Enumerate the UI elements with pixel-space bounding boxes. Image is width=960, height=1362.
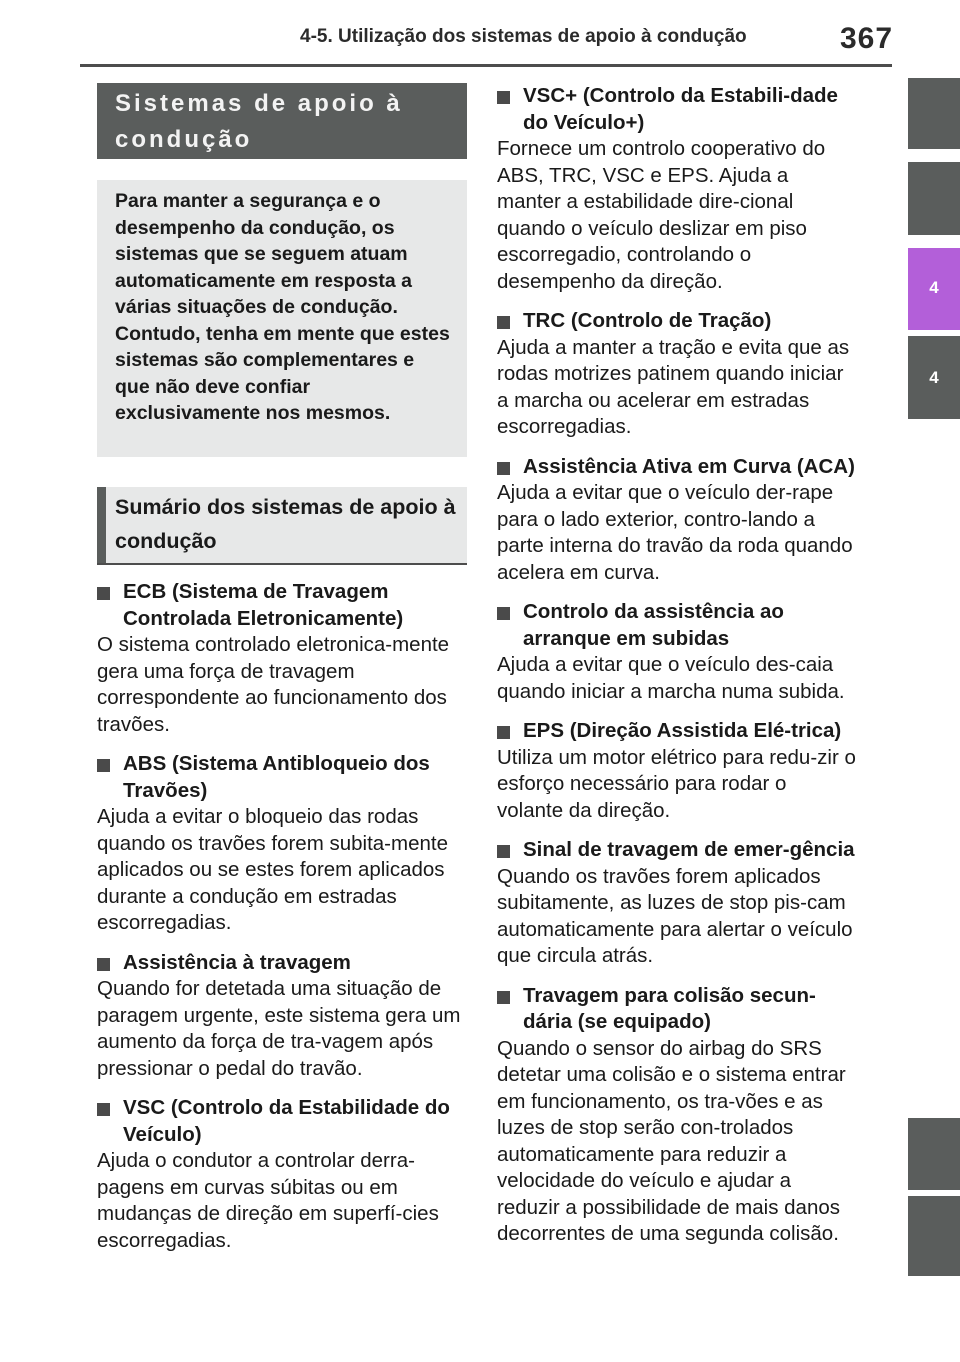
left-column bbox=[97, 83, 467, 1254]
thumb-tab-current-label: 4 bbox=[929, 278, 939, 297]
section-intro-box: Para manter a segurança e o desempenho da condução, os sistemas que se seguem atuam automaticamente em resposta a várias situações de condução. Contudo, tenha em mente que estes sistemas são complementares e que não deve confiar exclusivamente nos mesmos. bbox=[97, 180, 467, 457]
summary-heading-rule bbox=[97, 563, 467, 565]
square-bullet-icon bbox=[97, 1103, 110, 1116]
running-header-title: 4-5. Utilização dos sistemas de apoio à condução bbox=[300, 26, 747, 47]
list-item bbox=[497, 83, 857, 295]
list-item bbox=[97, 950, 467, 1083]
list-item bbox=[97, 579, 467, 738]
square-bullet-icon bbox=[497, 91, 510, 104]
list-item bbox=[97, 1095, 467, 1254]
list-item bbox=[497, 308, 857, 441]
item-description: Ajuda o condutor a controlar derra-pagens em curvas súbitas ou em mudanças de direção em superfí-cies escorregadias. bbox=[97, 1149, 439, 1252]
square-bullet-icon bbox=[497, 462, 510, 475]
item-heading: VSC (Controlo da Estabilidade do Veículo) bbox=[97, 1095, 467, 1148]
thumb-tab bbox=[908, 162, 960, 235]
square-bullet-icon bbox=[497, 991, 510, 1004]
thumb-tab-section-label: 4 bbox=[929, 368, 939, 387]
item-heading: EPS (Direção Assistida Elé-trica) bbox=[497, 718, 857, 745]
square-bullet-icon bbox=[97, 958, 110, 971]
item-description: O sistema controlado eletronica-mente gera uma força de travagem correspondente ao funcionamento dos travões. bbox=[97, 633, 450, 736]
item-heading: Travagem para colisão secun-dária (se equipado) bbox=[497, 983, 857, 1036]
left-item-list bbox=[97, 579, 467, 1254]
header-divider bbox=[80, 64, 892, 67]
square-bullet-icon bbox=[97, 587, 110, 600]
item-description: Quando o sensor do airbag do SRS detetar uma colisão e o sistema entrar em funcionamento, os tra-vões e as luzes de stop serão con-trolados automaticamente para reduzir a velocidade do veículo e ajudar a reduzir a possibilidade de mais danos decorrentes de uma segunda colisão. bbox=[497, 1036, 846, 1245]
item-description: Utiliza um motor elétrico para redu-zir o esforço necessário para rodar o volante da direção. bbox=[497, 745, 856, 822]
square-bullet-icon bbox=[97, 759, 110, 772]
square-bullet-icon bbox=[497, 726, 510, 739]
list-item bbox=[497, 837, 857, 970]
summary-heading: Sumário dos sistemas de apoio à condução bbox=[97, 487, 467, 563]
item-description: Ajuda a evitar o bloqueio das rodas quando os travões forem subita-mente aplicados ou se estes forem aplicados durante a condução em estradas escorregadias. bbox=[97, 805, 448, 934]
thumb-tab bbox=[908, 1196, 960, 1276]
item-description: Ajuda a manter a tração e evita que as rodas motrizes patinem quando iniciar a marcha ou acelerar em estradas escorregadias. bbox=[497, 335, 850, 438]
list-item bbox=[497, 454, 857, 587]
item-heading: Sinal de travagem de emer-gência bbox=[497, 837, 857, 864]
thumb-tab-current[interactable] bbox=[908, 248, 960, 330]
page-number: 367 bbox=[840, 22, 894, 55]
square-bullet-icon bbox=[497, 607, 510, 620]
item-description: Quando os travões forem aplicados subitamente, as luzes de stop pis-cam automaticamente para alertar o veículo que circula atrás. bbox=[497, 864, 853, 967]
thumb-tab bbox=[908, 1118, 960, 1190]
item-heading: TRC (Controlo de Tração) bbox=[497, 308, 857, 335]
list-item bbox=[497, 983, 857, 1248]
right-column bbox=[497, 83, 857, 1248]
square-bullet-icon bbox=[497, 845, 510, 858]
section-title-box: Sistemas de apoio à condução bbox=[97, 83, 467, 159]
item-heading: ECB (Sistema de Travagem Controlada Eletronicamente) bbox=[97, 579, 467, 632]
thumb-tab bbox=[908, 78, 960, 149]
list-item bbox=[97, 751, 467, 937]
item-description: Fornece um controlo cooperativo do ABS, TRC, VSC e EPS. Ajuda a manter a estabilidade dire-cional quando o veículo deslizar em piso escorregadio, controlando o desempenho da direção. bbox=[497, 137, 826, 293]
list-item bbox=[497, 599, 857, 705]
item-description: Ajuda a evitar que o veículo der-rape para o lado exterior, contro-lando a parte interna do travão da roda quando acelera em curva. bbox=[497, 481, 853, 584]
item-description: Quando for detetada uma situação de paragem urgente, este sistema gera um aumento da força de tra-vagem após pressionar o pedal do travão. bbox=[97, 977, 461, 1080]
item-heading: ABS (Sistema Antibloqueio dos Travões) bbox=[97, 751, 467, 804]
list-item bbox=[497, 718, 857, 824]
item-heading: Assistência Ativa em Curva (ACA) bbox=[497, 454, 857, 481]
thumb-tab-section[interactable] bbox=[908, 336, 960, 419]
item-heading: Controlo da assistência ao arranque em subidas bbox=[497, 599, 857, 652]
square-bullet-icon bbox=[497, 316, 510, 329]
item-heading: VSC+ (Controlo da Estabili-dade do Veículo+) bbox=[497, 83, 857, 136]
item-description: Ajuda a evitar que o veículo des-caia quando iniciar a marcha numa subida. bbox=[497, 653, 845, 703]
chapter-thumb-tabs bbox=[908, 0, 960, 1362]
item-heading: Assistência à travagem bbox=[97, 950, 467, 977]
